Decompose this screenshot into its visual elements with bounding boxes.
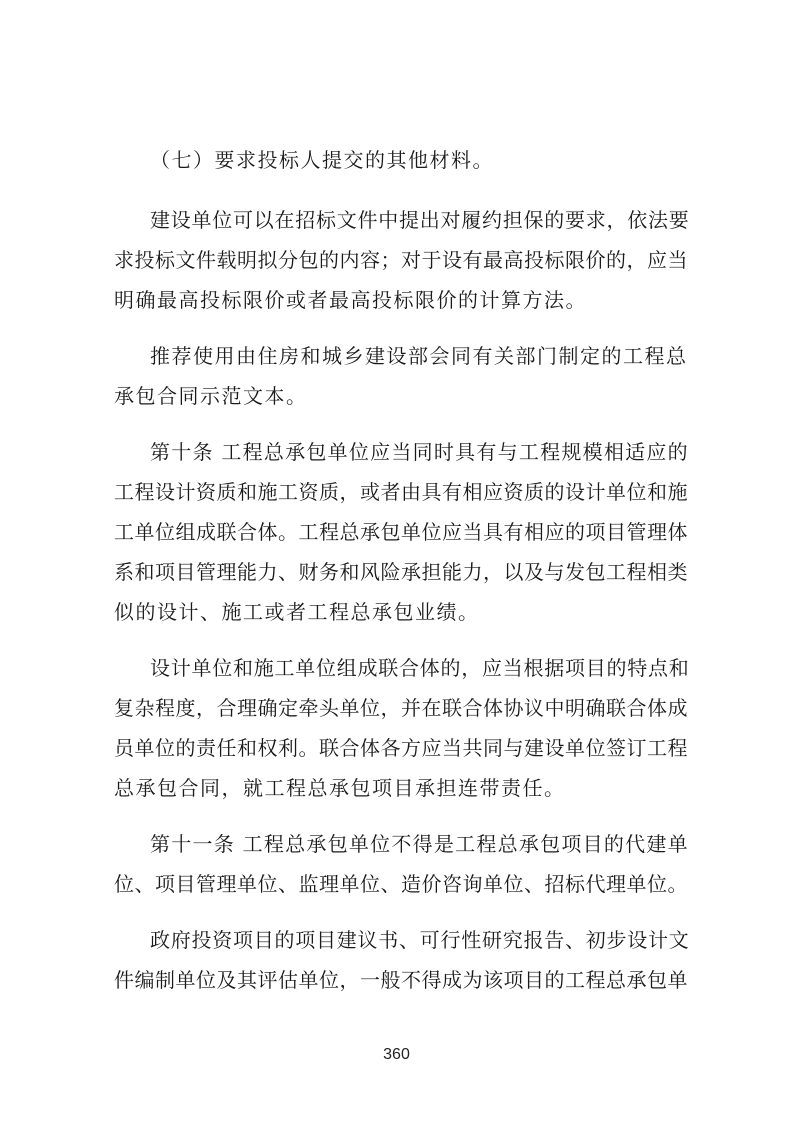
paragraph-3-line-1: 推荐使用由住房和城乡建设部会同有关部门制定的工程总 bbox=[150, 344, 688, 368]
paragraph-5-line-3: 员单位的责任和权利。联合体各方应当共同与建设单位签订工程 bbox=[114, 736, 688, 760]
paragraph-2-line-3: 明确最高投标限价或者最高投标限价的计算方法。 bbox=[114, 288, 587, 312]
paragraph-1-line-1: （七）要求投标人提交的其他材料。 bbox=[150, 148, 494, 172]
paragraph-6-line-2: 位、项目管理单位、监理单位、造价咨询单位、招标代理单位。 bbox=[114, 872, 688, 896]
paragraph-2-line-1: 建设单位可以在招标文件中提出对履约担保的要求，依法要 bbox=[150, 208, 690, 232]
paragraph-3-line-2: 承包合同示范文本。 bbox=[114, 384, 308, 408]
paragraph-7-line-2: 件编制单位及其评估单位，一般不得成为该项目的工程总承包单 bbox=[114, 968, 688, 992]
paragraph-5-line-2: 复杂程度，合理确定牵头单位，并在联合体协议中明确联合体成 bbox=[114, 696, 688, 720]
paragraph-4-line-1: 第十条 工程总承包单位应当同时具有与工程规模相适应的 bbox=[150, 440, 689, 464]
paragraph-5-line-1: 设计单位和施工单位组成联合体的，应当根据项目的特点和 bbox=[150, 656, 690, 680]
paragraph-7-line-1: 政府投资项目的项目建议书、可行性研究报告、初步设计文 bbox=[150, 928, 690, 952]
paragraph-2-line-2: 求投标文件载明拟分包的内容；对于设有最高投标限价的，应当 bbox=[114, 248, 688, 272]
page-number: 360 bbox=[383, 1046, 410, 1063]
paragraph-4-line-2: 工程设计资质和施工资质，或者由具有相应资质的设计单位和施 bbox=[114, 480, 688, 504]
paragraph-4-line-3: 工单位组成联合体。工程总承包单位应当具有相应的项目管理体 bbox=[114, 520, 688, 544]
paragraph-6-line-1: 第十一条 工程总承包单位不得是工程总承包项目的代建单 bbox=[150, 832, 689, 856]
paragraph-4-line-4: 系和项目管理能力、财务和风险承担能力，以及与发包工程相类 bbox=[114, 560, 688, 584]
paragraph-4-line-5: 似的设计、施工或者工程总承包业绩。 bbox=[114, 600, 480, 624]
paragraph-5-line-4: 总承包合同，就工程总承包项目承担连带责任。 bbox=[114, 776, 566, 800]
